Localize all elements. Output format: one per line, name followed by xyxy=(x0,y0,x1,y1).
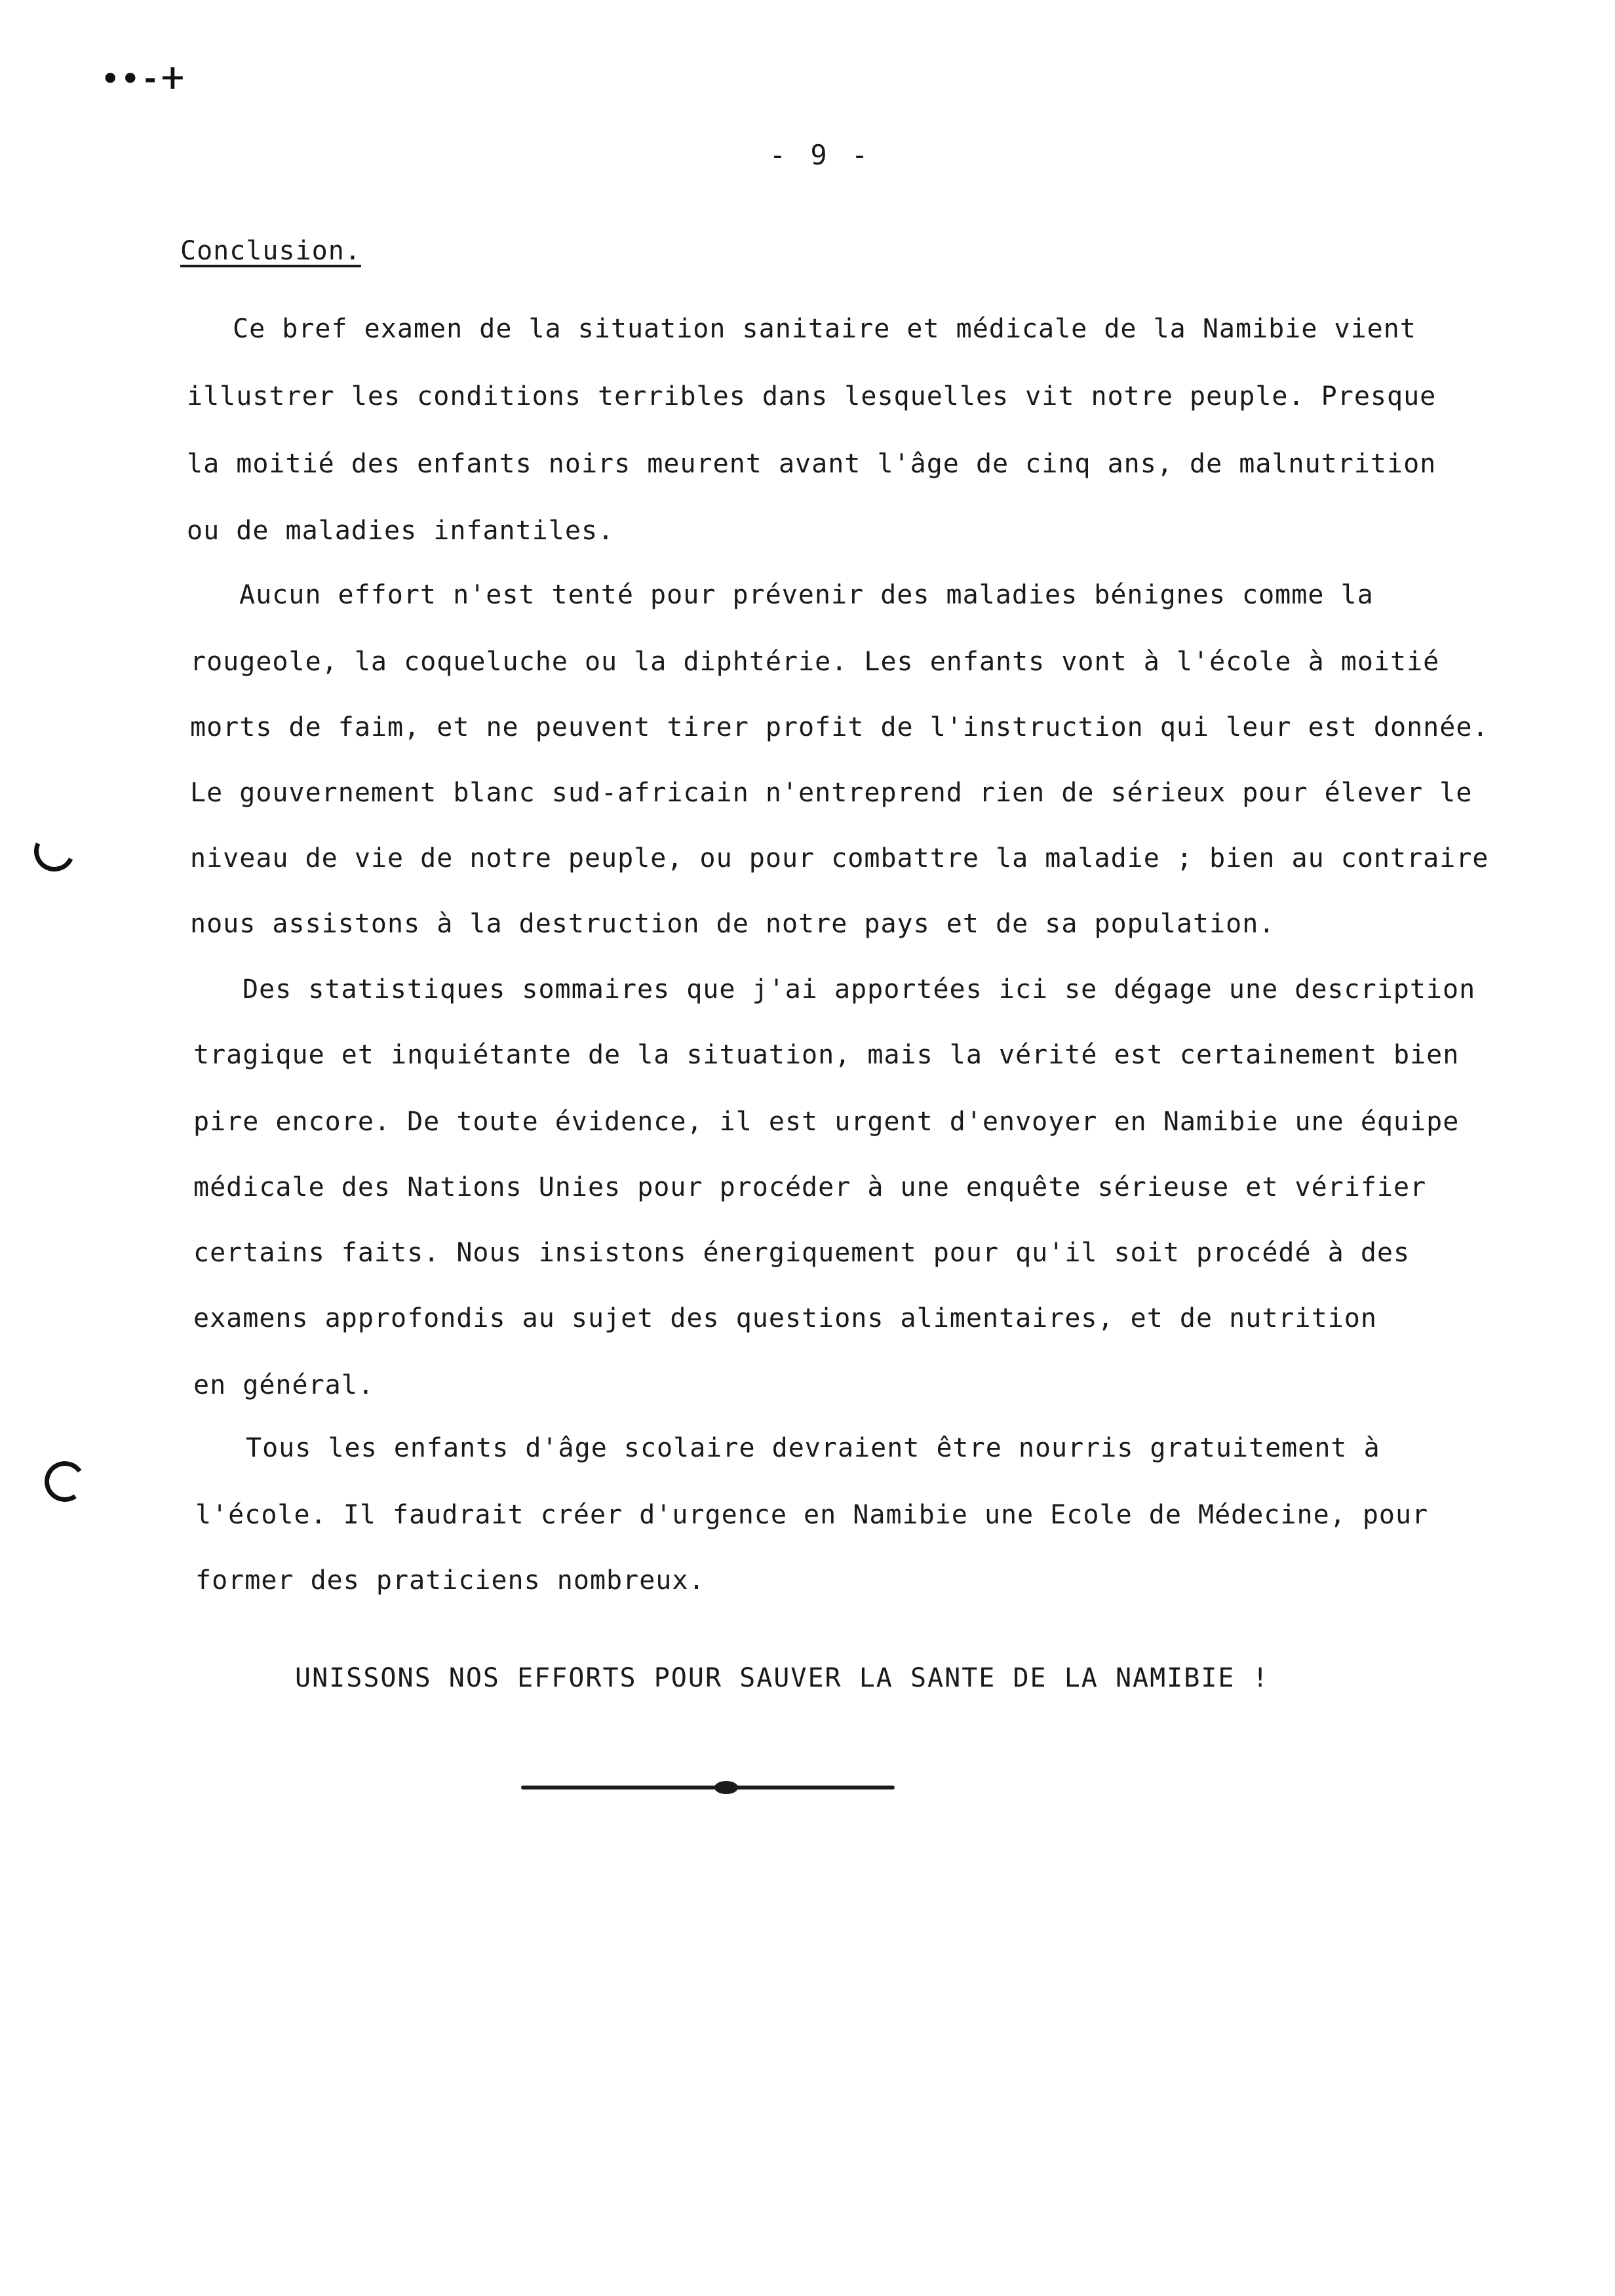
text-line: Le gouvernement blanc sud-africain n'entreprend rien de sérieux pour élever le xyxy=(190,778,1473,808)
text-line: illustrer les conditions terribles dans lesquelles vit notre peuple. Presque xyxy=(187,381,1437,411)
text-line: niveau de vie de notre peuple, ou pour combattre la maladie ; bien au contraire xyxy=(190,843,1489,873)
text-line: l'école. Il faudrait créer d'urgence en Namibie une Ecole de Médecine, pour xyxy=(195,1500,1429,1530)
text-line: nous assistons à la destruction de notre pays et de sa population. xyxy=(190,909,1275,939)
text-line: rougeole, la coqueluche ou la diphtérie. Les enfants vont à l'école à moitié xyxy=(190,647,1440,677)
text-line: morts de faim, et ne peuvent tirer profit de l'instruction qui leur est donnée. xyxy=(190,712,1489,742)
text-line: Ce bref examen de la situation sanitaire et médicale de la Namibie vient xyxy=(233,314,1416,344)
divider-ornament xyxy=(714,1781,738,1794)
text-line: ou de maladies infantiles. xyxy=(187,516,615,546)
text-line: Des statistiques sommaires que j'ai apportées ici se dégage une description xyxy=(243,974,1476,1004)
corner-marks: ••-ⵜ xyxy=(102,62,187,96)
text-line: former des praticiens nombreux. xyxy=(195,1565,705,1596)
text-line: médicale des Nations Unies pour procéder à une enquête sérieuse et vérifier xyxy=(193,1172,1427,1202)
section-heading: Conclusion. xyxy=(180,236,361,266)
text-line: Aucun effort n'est tenté pour prévenir des maladies bénignes comme la xyxy=(239,580,1374,610)
text-line: pire encore. De toute évidence, il est urgent d'envoyer en Namibie une équipe xyxy=(193,1107,1460,1137)
punch-hole-mark xyxy=(28,825,80,877)
text-line: Tous les enfants d'âge scolaire devraient être nourris gratuitement à xyxy=(246,1433,1380,1463)
text-line: tragique et inquiétante de la situation, mais la vérité est certainement bien xyxy=(193,1040,1460,1070)
page-number: - 9 - xyxy=(769,139,872,171)
text-line: certains faits. Nous insistons énergiquement pour qu'il soit procédé à des xyxy=(193,1238,1411,1268)
divider-rule xyxy=(521,1786,895,1789)
text-line: examens approfondis au sujet des questions alimentaires, et de nutrition xyxy=(193,1303,1377,1333)
closing-slogan: UNISSONS NOS EFFORTS POUR SAUVER LA SANTE DE LA NAMIBIE ! xyxy=(295,1663,1270,1693)
text-line: en général. xyxy=(193,1370,374,1400)
punch-hole-mark xyxy=(41,1458,88,1505)
text-line: la moitié des enfants noirs meurent avant l'âge de cinq ans, de malnutrition xyxy=(187,449,1437,479)
